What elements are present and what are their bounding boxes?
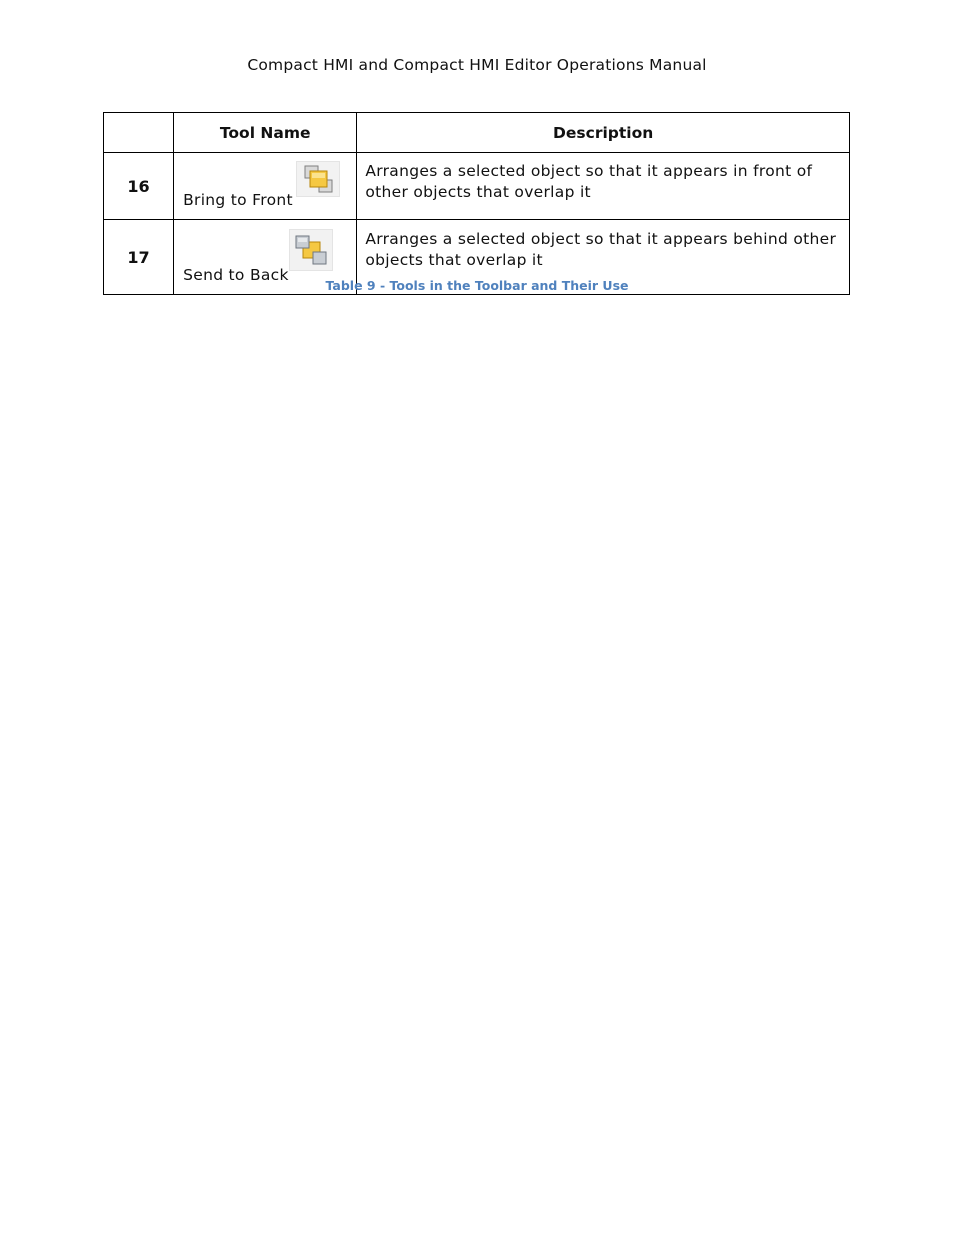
tools-table: [103, 112, 850, 295]
tool-description: Arranges a selected object so that it appears behind other objects that overlap it: [357, 220, 850, 295]
tool-description: Arranges a selected object so that it appears in front of other objects that overlap it: [357, 153, 850, 220]
table-header-row: [104, 113, 850, 153]
row-number: 16: [104, 153, 174, 220]
send-to-back-icon: [289, 229, 333, 271]
column-header-tool-name: Tool Name: [174, 113, 357, 153]
tool-name-cell: [174, 153, 357, 220]
page-header: Compact HMI and Compact HMI Editor Operations Manual: [247, 56, 707, 74]
tool-name: Send to Back: [183, 266, 289, 284]
row-number: 17: [104, 220, 174, 295]
table-row: [104, 153, 850, 220]
column-header-description: Description: [357, 113, 850, 153]
tool-name: Bring to Front: [183, 191, 293, 209]
column-header-number: [104, 113, 174, 153]
table-caption: Table 9 - Tools in the Toolbar and Their Use: [325, 278, 629, 293]
bring-to-front-icon: [296, 161, 340, 197]
